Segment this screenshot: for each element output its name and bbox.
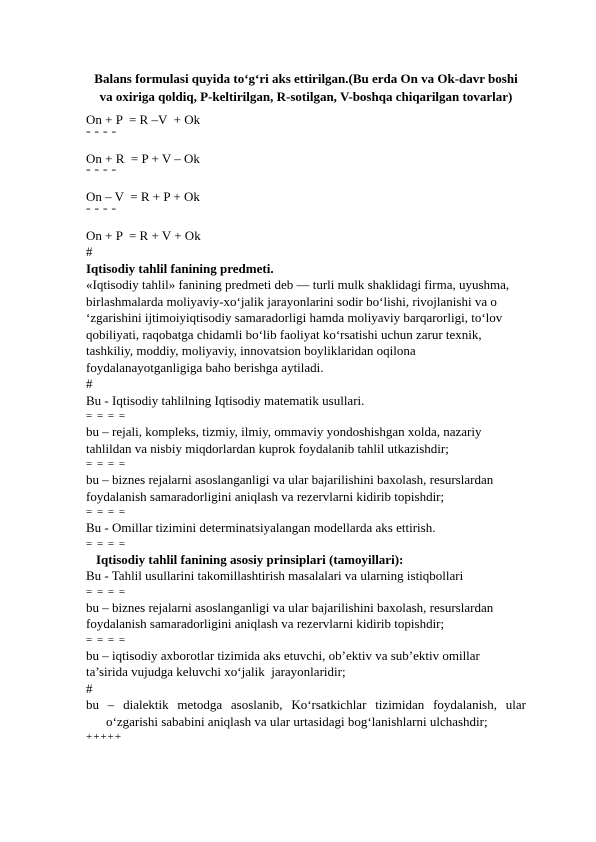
answer-separator: = = = = bbox=[86, 585, 127, 598]
answer-separator: = = = = bbox=[86, 537, 127, 550]
formula-2-separator: = = = = bbox=[86, 166, 118, 175]
document-heading bbox=[86, 70, 526, 106]
answer-line: bu – iqtisodiy axborotlar tizimida aks etuvchi, ob’ektiv va sub’ektiv omillar bbox=[86, 647, 480, 663]
formula-1-separator: = = = = bbox=[86, 127, 118, 137]
section1-body-line: ‘zgarishini ijtimoiyiqtisodiy samaradorligi hamda moliyaviy barqarorligi, to‘lov bbox=[86, 310, 503, 325]
answer-line: bu – biznes rejalarni asoslanganligi va ular bajarilishini baxolash, resurslardan bbox=[86, 472, 494, 487]
answer-separator: = = = = bbox=[86, 458, 127, 470]
answer-line: ta’sirida vujudga keluvchi xo‘jalik jarayonlaridir; bbox=[86, 664, 346, 679]
formula-1: On + P = R –V + Ok bbox=[86, 112, 201, 127]
answer-line: Bu - Omillar tizimini determinatsiyalangan modellarda aks ettirish. bbox=[86, 520, 436, 535]
answer-separator: = = = = bbox=[86, 633, 127, 646]
formula-4-separator: # bbox=[86, 244, 93, 259]
formula-2: On + R = P + V – Ok bbox=[86, 150, 200, 166]
answer-separator: = = = = bbox=[86, 410, 127, 422]
answer-line: bu – rejali, kompleks, tizmiy, ilmiy, ommaviy yondoshishgan xolda, nazariy bbox=[86, 424, 482, 439]
section1-body-line: birlashmalarda moliyaviy-xo‘jalik jarayonlarini sodir bo‘lishi, rivojlanishi va o bbox=[86, 293, 497, 309]
end-marker: +++++ bbox=[86, 731, 123, 743]
section1-body-line: qobiliyati, raqobatga chidamli bo‘lib faoliyat ko‘rsatishi uchun zarur texnik, bbox=[86, 326, 482, 342]
question-line: Bu - Tahlil usullarini takomillashtirish masalalari va ularning istiqbollari bbox=[86, 568, 464, 583]
document-page bbox=[86, 70, 526, 745]
answer-line: bu – biznes rejalarni asoslanganligi va ular bajarilishini baxolash, resurslardan bbox=[86, 599, 494, 615]
formula-3-separator: = = = = bbox=[86, 204, 118, 214]
answer-line: tahlildan va nisbiy miqdorlardan kuprok foydalanib tahlil utkazishdir; bbox=[86, 440, 449, 456]
answer-line: foydalanish samaradorligini aniqlash va rezervlarni kidirib topishdir; bbox=[86, 488, 445, 504]
answer-separator: = = = = bbox=[86, 506, 127, 518]
section1-body-line: tashkiliy, moddiy, moliyaviy, innovatsion boyliklaridan oqilona bbox=[86, 343, 416, 358]
answer-line-indented: o‘zgarishi sababini aniqlash va ular urtasidagi bog‘lanishlarni ulchashdir; bbox=[106, 713, 488, 729]
section1-separator: # bbox=[86, 376, 93, 391]
heading-line-1: Balans formulasi quyida to‘g‘ri aks ettirilgan.(Bu erda On va Ok-davr boshi bbox=[94, 71, 518, 86]
section-title-prinsiplar: Iqtisodiy tahlil fanining asosiy prinsiplari (tamoyillari): bbox=[96, 551, 404, 567]
formula-4: On + P = R + V + Ok bbox=[86, 227, 201, 243]
answer-line-justified: bu – dialektik metodga asoslanib, Ko‘rsatkichlar tizimidan foydalanish, ular bbox=[86, 697, 526, 712]
answer-line: foydalanish samaradorligini aniqlash va rezervlarni kidirib topishdir; bbox=[86, 616, 445, 631]
formula-3: On – V = R + P + Ok bbox=[86, 189, 200, 204]
question-line: Bu - Iqtisodiy tahlilning Iqtisodiy matematik usullari. bbox=[86, 392, 365, 408]
heading-line-2: va oxiriga qoldiq, P-keltirilgan, R-sotilgan, V-boshqa chiqarilgan tovarlar) bbox=[99, 89, 513, 104]
section-title-predmet: Iqtisodiy tahlil fanining predmeti. bbox=[86, 260, 274, 276]
answer-separator: # bbox=[86, 680, 93, 696]
section1-body-line: foydalanayotganligiga baho berishga aytiladi. bbox=[86, 359, 324, 375]
section1-body-line: «Iqtisodiy tahlil» fanining predmeti deb — turli mulk shaklidagi firma, uyushma, bbox=[86, 277, 510, 292]
